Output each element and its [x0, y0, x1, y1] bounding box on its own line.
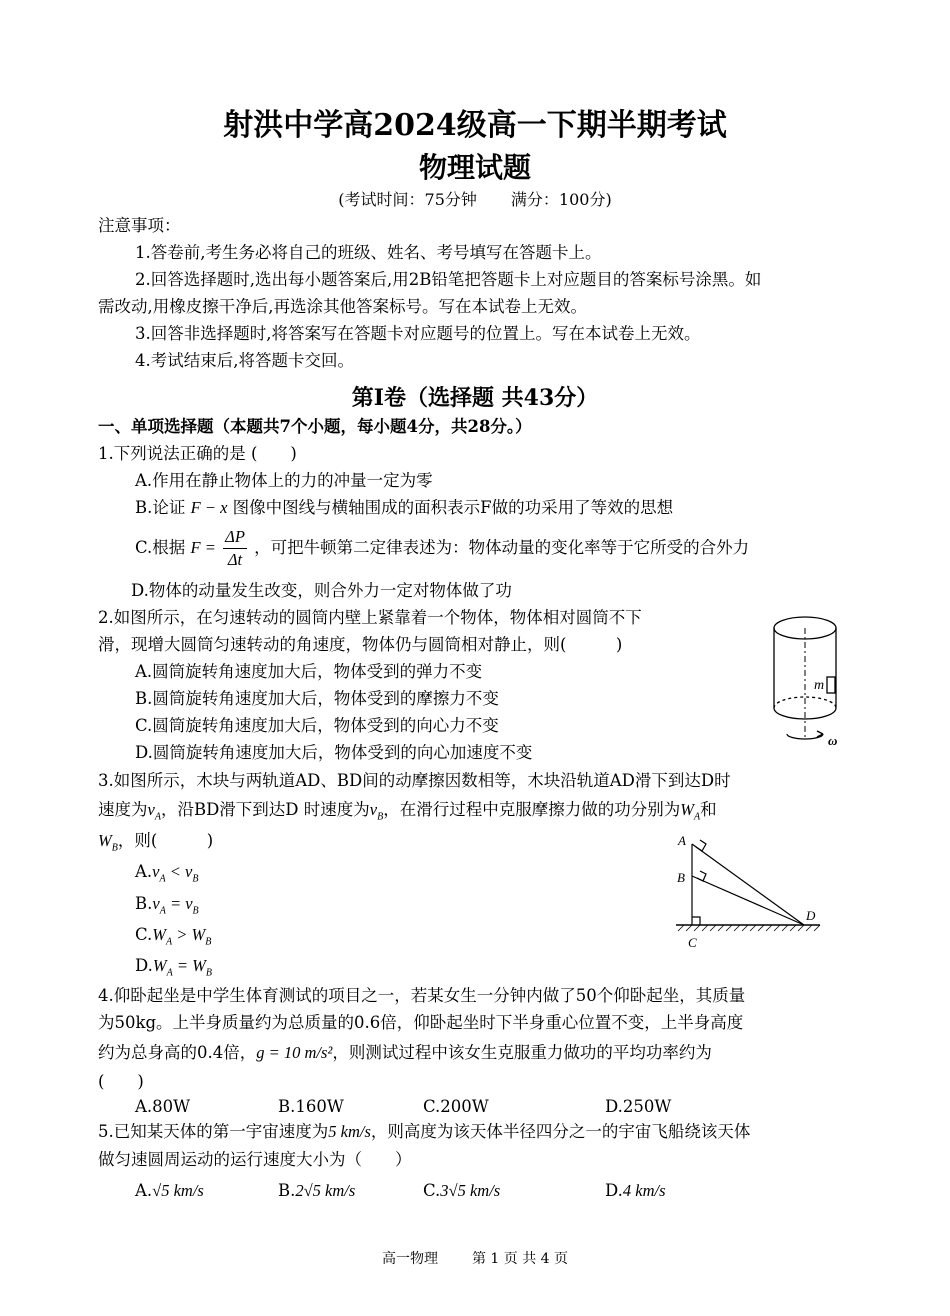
q2-cylinder-figure [765, 608, 875, 753]
q4-g-value: g = 10 m/s² [256, 1043, 333, 1062]
note-3: 3.回答非选择题时,将答案写在答题卡对应题号的位置上。写在本试卷上无效。 [135, 324, 701, 343]
q1-b-math: F − x [190, 498, 228, 517]
q4-option-b: B.160W [278, 1097, 344, 1116]
q3-option-a: $A.v_A < v_B$ [135, 862, 199, 885]
q5-option-d: D.4 km/s [605, 1181, 666, 1200]
q1-stem: 1.下列说法正确的是 ( ) [98, 444, 297, 463]
q2-stem-line1: 2.如图所示，在匀速转动的圆筒内壁上紧靠着一个物体，物体相对圆筒不下 [98, 608, 642, 627]
note-4: 4.考试结束后,将答题卡交回。 [135, 351, 354, 370]
q4-stem-line4: ( ) [98, 1072, 144, 1091]
q5-option-c: C.3√5 km/s [423, 1181, 501, 1200]
fig-label-C: C [688, 935, 697, 950]
q3-WA: $W_A$ [680, 800, 701, 823]
fig-label-omega: ω [828, 733, 838, 748]
ramp-drawing [676, 840, 820, 931]
q3-option-c: $C.W_A > W_B$ [135, 925, 212, 948]
q3-vA: $v_A$ [147, 800, 161, 823]
q3-stem-line1: 3.如图所示，木块与两轨道AD、BD间的动摩擦因数相等，木块沿轨道AD滑下到达D时 [98, 771, 731, 790]
q1-option-b [135, 498, 673, 518]
q3-text-d: 和 [700, 800, 717, 819]
q5-option-a: A.√5 km/s [135, 1181, 204, 1200]
q3-vB: $v_B$ [369, 800, 384, 823]
exam-info [0, 187, 950, 210]
fig-label-m: m [814, 678, 825, 693]
q3-option-d: $D.W_A = W_B$ [135, 956, 212, 979]
page-footer [0, 1248, 950, 1268]
q4-stem-line3: 约为总身高的0.4倍，g = 10 m/s²，则测试过程中该女生克服重力做功的平均功率约为 [98, 1043, 712, 1062]
q3-option-b: $B.v_A = v_B$ [135, 894, 199, 917]
q3-stem3: ，则( ) [117, 831, 214, 850]
q1-option-c [135, 526, 749, 571]
exam-title: 射洪中学高2024级高一下期半期考试 [223, 108, 727, 143]
note-2a: 2.回答选择题时,选出每小题答案后,用2B铅笔把答题卡上对应题目的答案标号涂黑。如 [135, 270, 762, 289]
q1-option-d: D.物体的动量发生改变，则合外力一定对物体做了功 [131, 581, 512, 600]
fig-label-A: A [678, 833, 686, 848]
q3-text-b: ，沿BD滑下到达D 时速度为 [160, 800, 370, 819]
q4-option-a: A.80W [135, 1097, 191, 1116]
q2-option-a: A.圆筒旋转角速度加大后，物体受到的弹力不变 [135, 662, 483, 681]
q1-c-prefix: C.根据 [135, 538, 186, 557]
q1-c-fraction [223, 526, 247, 571]
q2-stem-line2: 滑，现增大圆筒匀速转动的角速度，物体仍与圆筒相对静止，则( ) [98, 635, 623, 654]
q3-WB: $W_B$ [98, 831, 118, 854]
q5-stem-line1: 5.已知某天体的第一宇宙速度为5 km/s，则高度为该天体半径四分之一的宇宙飞船绕该天体 [98, 1122, 751, 1141]
q4-option-c: C.200W [423, 1097, 489, 1116]
q1-c-denominator: Δt [227, 550, 243, 569]
notes-heading: 注意事项： [98, 216, 181, 235]
part1-heading: 一、单项选择题（本题共7个小题，每小题4分，共28分。） [98, 417, 532, 436]
cylinder-drawing [774, 617, 836, 739]
q1-c-lhs: F = [190, 538, 216, 557]
section-title: 第I卷（选择题 共43分） [351, 385, 599, 411]
footer-subject: 高一物理 [381, 1251, 438, 1267]
exam-time: (考试时间：75分钟 [338, 190, 477, 209]
q5-stem-line2: 做匀速圆周运动的运行速度大小为（ ） [98, 1150, 412, 1169]
q1-option-a: A.作用在静止物体上的力的冲量一定为零 [135, 471, 433, 490]
exam-subtitle: 物理试题 [418, 151, 531, 184]
q5-speed: 5 km/s [328, 1122, 371, 1141]
q3-text-a: 速度为 [98, 800, 148, 819]
note-2b: 需改动,用橡皮擦干净后,再选涂其他答案标号。写在本试卷上无效。 [98, 297, 587, 316]
q3-stem-line3 [98, 831, 213, 858]
q4-stem-line2: 为50kg。上半身质量约为总质量的0.6倍，仰卧起坐时下半身重心位置不变，上半身高度 [98, 1013, 744, 1032]
fig-label-D: D [806, 908, 816, 923]
exam-score: 满分：100分) [510, 190, 612, 209]
q3-text-c: ，在滑行过程中克服摩擦力做的功分别为 [383, 800, 681, 819]
q3-stem-line2 [98, 800, 717, 827]
q2-option-c: C.圆筒旋转角速度加大后，物体受到的向心力不变 [135, 716, 499, 735]
q1-c-suffix: ，可把牛顿第二定律表述为：物体动量的变化率等于它所受的合外力 [254, 538, 750, 557]
q2-option-b: B.圆筒旋转角速度加大后，物体受到的摩擦力不变 [135, 689, 499, 708]
fig-label-B: B [677, 870, 685, 885]
footer-page: 第 1 页 共 4 页 [471, 1251, 569, 1267]
note-1: 1.答卷前,考生务必将自己的班级、姓名、考号填写在答题卡上。 [135, 243, 602, 262]
q3-ramp-figure [670, 828, 850, 953]
q1-b-suffix: 图像中图线与横轴围成的面积表示F做的功采用了等效的思想 [232, 498, 674, 517]
q4-option-d: D.250W [605, 1097, 672, 1116]
q1-c-numerator: ΔP [223, 526, 247, 549]
q1-b-prefix: B.论证 [135, 498, 186, 517]
q2-option-d: D.圆筒旋转角速度加大后，物体受到的向心加速度不变 [135, 743, 533, 762]
q5-option-b: B.2√5 km/s [278, 1181, 356, 1200]
q4-stem-line1: 4.仰卧起坐是中学生体育测试的项目之一，若某女生一分钟内做了50个仰卧起坐，其质量 [98, 986, 746, 1005]
